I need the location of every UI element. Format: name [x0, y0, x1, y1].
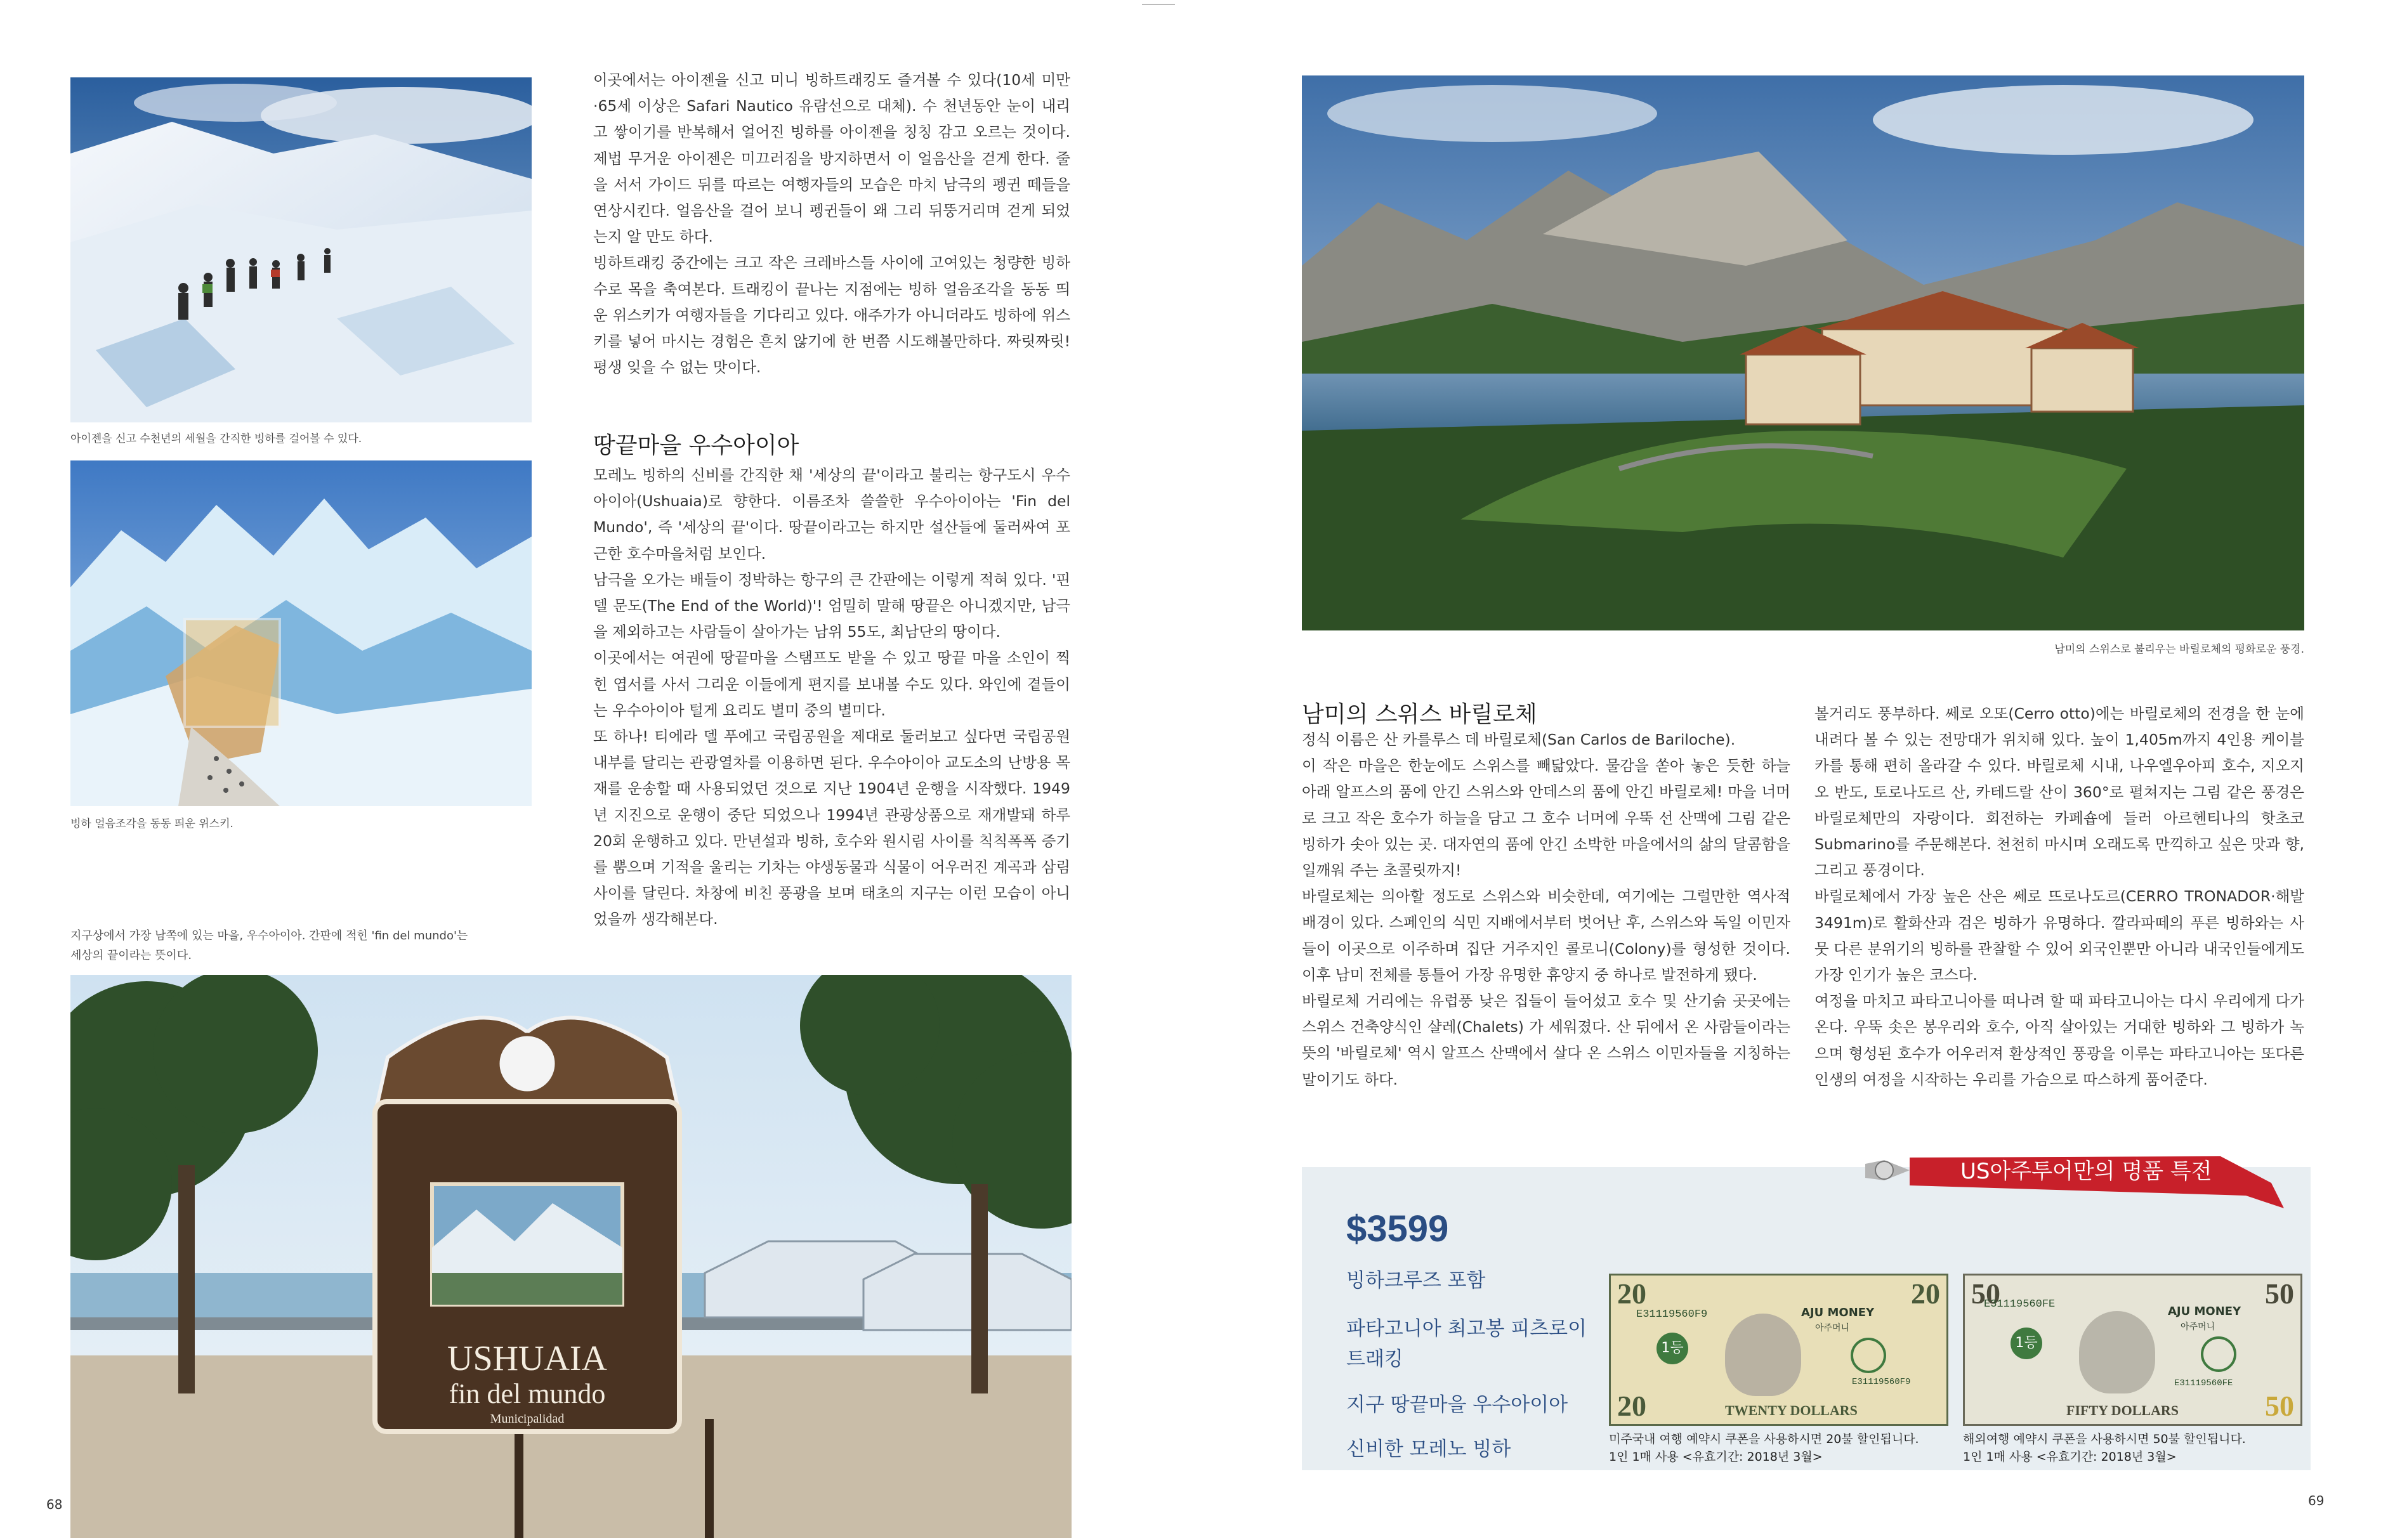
bill-20-serial-lower: E31119560F9: [1852, 1377, 1911, 1387]
promo-banner: [1865, 1145, 2297, 1215]
bariloche-column-2: 볼거리도 풍부하다. 쎄로 오또(Cerro otto)에는 바릴로체의 전경을 한 눈에 내려다 볼 수 있는 전망대가 위치해 있다. 높이 1,405m까지 4인용 케이블카를 통해 편히 올라갈 수 있다. 바릴로체 시내, 나우엘우아피 호수, 지오지오 반도, 토로나도르 산, 카테드랄 산이 360°로 펼쳐지는 그림 같은 풍경은 바릴로체만의 자랑이다. 회전하는 카페숍에 들러 아르헨티나의 핫초코 Submarino를 주문해본다. 천천히 마시며 오래도록 만끽하고 싶은 맛과 향, 그리고 풍경이다. 바릴로체에서 가장 높은 산은 쎄로 뜨로나도르(CERRO TRONADOR·해발 3491m)로 활화산과 검은 빙하가 유명하다. 깔라파떼의 푸른 빙하와는 사뭇 다른 분위기의 빙하를 관찰할 수 있어 외국인뿐만 아니라 내국인들에게도 가장 인기가 높은 코스다. 여정을 마치고 파타고니아를 떠나려 할 때 파타고니아는 다시 우리에게 다가온다. 우뚝 솟은 봉우리와 호수, 아직 살아있는 거대한 빙하와 그 빙하가 녹으며 형성된 호수가 어우러져 환상적인 풍광을 이루는 파타고니아는 또다른 인생의 여정을 시작하는 우리를 가슴으로 따스하게 품어준다.: [1814, 705, 2304, 1088]
bariloche-photo: [1302, 75, 2304, 630]
ushuaia-section-paragraph: 모레노 빙하의 신비를 간직한 채 '세상의 끝'이라고 불리는 항구도시 우수아이아(Ushuaia)로 향한다. 이름조차 쓸쓸한 우수아이아는 'Fin del Mundo', 즉 '세상의 끝'이다. 땅끝이라고는 하지만 설산들에 둘러싸여 포근한 호수마을처럼 보인다. 남극을 오가는 배들이 정박하는 항구의 큰 간판에는 이렇게 적혀 있다. '핀델 문도(The End of the World)'! 엄밀히 말해 땅끝은 아니겠지만, 남극을 제외하고는 사람들이 살아가는 남위 55도, 최남단의 땅이다. 이곳에서는 여권에 땅끝마을 스탬프도 받을 수 있고 땅끝 마을 소인이 찍힌 엽서를 사서 그리운 이들에게 편지를 보내볼 수도 있다. 와인에 곁들이는 우수아이아 털게 요리도 별미 중의 별미다. 또 하나! 티에라 델 푸에고 국립공원을 제대로 둘러보고 싶다면 국립공원 내부를 달리는 관광열차를 이용하면 된다. 우수아이아 교도소의 난방용 목재를 운송할 때 사용되었던 것으로 지난 1904년 운행을 시작했다. 1949년 지진으로 운행이 중단 되었으나 1994년 관광상품으로 재개발돼 하루 20회 운행하고 있다. 만년설과 빙하, 호수와 원시림 사이를 칙칙폭폭 증기를 뿜으며 기적을 울리는 기차는 야생동물과 식물이 어우러진 계곡과 삼림사이를 달린다. 차창에 비친 풍광을 보며 태초의 지구는 이런 모습이 아니었을까 생각해본다.: [593, 466, 1070, 929]
top-rule: [1142, 4, 1175, 5]
bill-50-denomination: FIFTY DOLLARS: [2066, 1402, 2179, 1418]
promo-banner-label: US아주투어만의 명품 특전: [1960, 1159, 2212, 1184]
glacier-trekking-photo: [70, 77, 532, 422]
coupon-50-note-line2: 1인 1매 사용 <유효기간: 2018년 3월>: [1963, 1450, 2177, 1464]
bill-20-corner-top-right: 20: [1911, 1277, 1940, 1310]
bill-20-serial: E31119560F9: [1636, 1308, 1708, 1321]
bill-20-badge: 1등: [1657, 1333, 1688, 1364]
bariloche-caption: 남미의 스위스로 불리우는 바릴로체의 평화로운 풍경.: [2054, 643, 2304, 656]
bill-20-seal-icon: [1851, 1338, 1886, 1373]
bill-20-brand: AJU MONEY: [1801, 1306, 1875, 1319]
kangaroo-mascot-icon: [1725, 1314, 1801, 1396]
glacier-trekking-caption: 아이젠을 신고 수천년의 세월을 간직한 빙하를 걸어볼 수 있다.: [70, 433, 362, 445]
coupon-50-note-line1: 해외여행 예약시 쿠폰을 사용하시면 50불 할인됩니다.: [1963, 1432, 2246, 1446]
ushuaia-sign-illustration: [70, 975, 1072, 1538]
promo-price: $3599: [1346, 1208, 1449, 1250]
glacier-whisky-caption: 빙하 얼음조각을 동동 띄운 위스키.: [70, 818, 233, 830]
glacier-whisky-illustration: [70, 460, 532, 806]
ushuaia-sign-photo: [70, 975, 1072, 1538]
coupon-20-note-line1: 미주국내 여행 예약시 쿠폰을 사용하시면 20불 할인됩니다.: [1609, 1432, 1919, 1446]
sign-line-fin-del-mundo: fin del mundo: [449, 1378, 606, 1409]
sign-line-municipalidad: Municipalidad: [490, 1412, 565, 1426]
bill-50-serial: E31119560FE: [1984, 1298, 2056, 1310]
promo-item: 빙하크루즈 포함: [1346, 1269, 1486, 1292]
sign-line-ushuaia: USHUAIA: [447, 1339, 607, 1378]
ushuaia-photo-caption: 지구상에서 가장 남쪽에 있는 마을, 우수아이아. 간판에 적힌 'fin del mundo'는 세상의 끝이라는 뜻이다.: [70, 929, 468, 962]
ushuaia-section-title: 땅끝마을 우수아이아: [593, 433, 799, 459]
bill-50-corner-top-left: 50: [1971, 1277, 2000, 1310]
coupon-20-note-line2: 1인 1매 사용 <유효기간: 2018년 3월>: [1609, 1450, 1823, 1464]
glacier-whisky-photo: [70, 460, 532, 806]
promo-item: 신비한 모레노 빙하: [1346, 1438, 1511, 1461]
coupon-20-bill[interactable]: [1609, 1274, 1948, 1426]
glacier-trekking-illustration: [70, 77, 532, 422]
intro-paragraph: 이곳에서는 아이젠을 신고 미니 빙하트래킹도 즐겨볼 수 있다(10세 미만·65세 이상은 Safari Nautico 유람선으로 대체). 수 천년동안 눈이 내리고 쌓이기를 반복해서 얼어진 빙하를 아이젠을 칭칭 감고 오르는 것이다. 제법 무거운 아이젠은 미끄러짐을 방지하면서 이 얼음산을 걷게 한다. 줄을 서서 가이드 뒤를 따르는 여행자들의 모습은 마치 남극의 펭귄 떼들을 연상시킨다. 얼음산을 걸어 보니 펭귄들이 왜 그리 뒤뚱거리며 걷게 되었는지 알 만도 하다. 빙하트래킹 중간에는 크고 작은 크레바스들 사이에 고여있는 청량한 빙하수로 목을 축여본다. 트래킹이 끝나는 지점에는 빙하 얼음조각을 동동 띄운 위스키가 여행자들을 기다리고 있다. 애주가가 아니더라도 빙하에 위스키를 넣어 마시는 경험은 흔치 않기에 한 번쯤 시도해볼만하다. 짜릿짜릿! 평생 잊을 수 없는 맛이다.: [593, 71, 1070, 377]
bill-20-denomination: TWENTY DOLLARS: [1725, 1402, 1858, 1418]
kangaroo-mascot-icon: [2079, 1311, 2155, 1393]
coupon-50-bill[interactable]: [1963, 1274, 2302, 1426]
bill-50-brand-kr: 아주머니: [2181, 1322, 2215, 1332]
promo-item-list: [1346, 1265, 1600, 1465]
bill-20-corner-top-left: 20: [1617, 1277, 1646, 1310]
promo-item: 지구 땅끝마을 우수아이아: [1346, 1393, 1568, 1416]
promo-item: 파타고니아 최고봉 피츠로이 트래킹: [1346, 1317, 1587, 1371]
bariloche-column-1: 정식 이름은 산 카를루스 데 바릴로체(San Carlos de Bariloche). 이 작은 마을은 한눈에도 스위스를 빼닮았다. 물감을 쏟아 놓은 듯한 하늘 아래 알프스의 품에 안긴 스위스와 안데스의 품에 안긴 바릴로체! 마을 너머로 크고 작은 호수가 하늘을 담고 그 호수 너머에 우뚝 선 산맥에 그림 같은 빙하가 솟아 있는 곳. 대자연의 품에 안긴 소박한 마을에서의 삶의 달콤함을 일깨워 주는 초콜릿까지! 바릴로체는 의아할 정도로 스위스와 비슷한데, 여기에는 그럴만한 역사적 배경이 있다. 스페인의 식민 지배에서부터 벗어난 후, 스위스와 독일 이민자들이 이곳으로 이주하며 집단 거주지인 콜로니(Colony)를 형성한 것이다. 이후 남미 전체를 통틀어 가장 유명한 휴양지 중 하나로 발전하게 됐다. 바릴로체 거리에는 유럽풍 낮은 집들이 들어섰고 호수 및 산기슭 곳곳에는 스위스 건축양식인 샬레(Chalets) 가 세워졌다. 산 뒤에서 온 사람들이라는 뜻의 '바릴로체' 역시 알프스 산맥에서 살다 온 스위스 이민자들을 지칭하는 말이기도 하다.: [1302, 731, 1790, 1088]
bill-50-badge: 1등: [2011, 1328, 2042, 1359]
bill-20-corner-bottom-left: 20: [1617, 1390, 1646, 1422]
bill-50-seal-icon: [2201, 1336, 2236, 1372]
bill-50-corner-top-right: 50: [2265, 1277, 2294, 1310]
left-page-number: 68: [46, 1497, 63, 1512]
bill-20-brand-kr: 아주머니: [1815, 1323, 1850, 1333]
right-page-number: 69: [2308, 1493, 2325, 1508]
bariloche-section-title: 남미의 스위스 바릴로체: [1302, 701, 1537, 728]
bariloche-illustration: [1302, 75, 2304, 630]
bill-50-brand: AJU MONEY: [2168, 1305, 2241, 1318]
bill-50-serial-lower: E31119560FE: [2174, 1378, 2233, 1388]
bill-50-corner-bottom-right: 50: [2265, 1390, 2294, 1422]
